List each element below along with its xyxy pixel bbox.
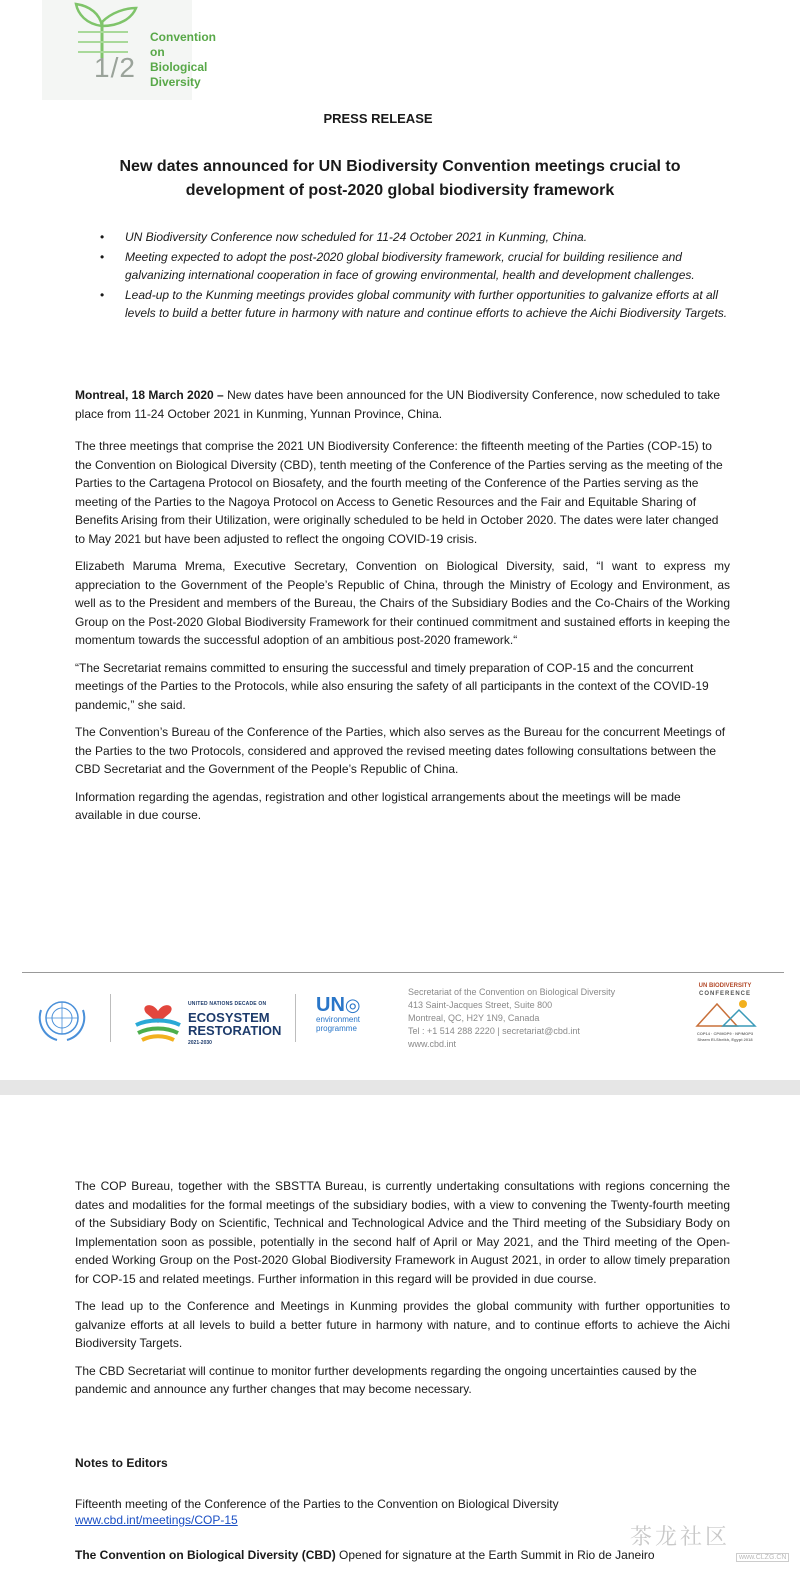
page-gap — [0, 1080, 800, 1095]
address-line: 413 Saint-Jacques Street, Suite 800 — [408, 1000, 553, 1010]
bullet-text: Meeting expected to adopt the post-2020 global biodiversity framework, crucial for building resilience and galvanizing international cooperation in face of growing environmental, health and development challenges. — [125, 249, 695, 282]
paragraph: “The Secretariat remains committed to ensuring the successful and timely preparation of COP-15 and the concurrent meetings of the Parties to the Protocols, while also ensuring the safety of all participants in the context of the COVID-19 pandemic,” she said. — [75, 660, 709, 712]
cbd-logo-line2: Biological Diversity — [150, 60, 208, 89]
cop-line2: CONFERENCE — [698, 991, 751, 997]
dateline: Montreal, 18 March 2020 – — [75, 388, 224, 402]
footer-divider — [22, 972, 784, 973]
eco-line1: UNITED NATIONS DECADE ON — [188, 1001, 267, 1007]
paragraph: The three meetings that comprise the 2021 UN Biodiversity Conference: the fifteenth meeting of the Parties (COP-15) to the Convention on Biological Diversity (CBD), tenth meeting of the Conference of the Parties serving as the meeting of the Parties to the Cartagena Protocol on Biosafety, and the fourth meeting of the Conference of the Parties serving as the meeting of the Parties to the Nagoya Protocol on Access to Genetic Resources and the Fair and Equitable Sharing of Benefits Arising from their Utilization, were originally scheduled to be held in October 2020. The dates were later changed to May 2021 but have been adjusted to reflect the ongoing COVID-19 crisis. — [75, 439, 723, 546]
paragraph: Elizabeth Maruma Mrema, Executive Secretary, Convention on Biological Diversity, said, “I want to express my appreciation to the Government of the People’s Republic of China, through the Ministry of Ecology and Environment, as well as to the President and members of the Bureau, the Chairs of the Subsidiary Bodies and the Co-Chairs of the Working Group on the Post-2020 Global Biodiversity Framework for their continued commitment and sustained efforts in keeping the momentum towards the successful adoption of an ambitious post-2020 framework.“ — [75, 559, 730, 647]
bullet-icon: • — [100, 249, 105, 264]
cop-line3: COP14 · CP/MOP9 · NP/MOP3 — [696, 1031, 754, 1036]
list-item — [100, 228, 732, 247]
bullet-icon: • — [100, 287, 105, 302]
address-line: Tel : +1 514 288 2220 | secretariat@cbd.int — [408, 1026, 580, 1036]
press-release-label: PRESS RELEASE — [323, 111, 433, 126]
list-item — [100, 286, 732, 323]
secretariat-address — [408, 986, 615, 1051]
address-line: Montreal, QC, H2Y 1N9, Canada — [408, 1013, 540, 1023]
bullet-text: Lead-up to the Kunming meetings provides global community with further opportunities to galvanize efforts at all levels to build a better future in harmony with nature and continue efforts to achieve the Aichi Biodiversity Targets. — [125, 287, 728, 320]
eco-line4: 2021-2030 — [188, 1040, 212, 1046]
bullet-icon: • — [100, 230, 105, 244]
pyramid-icon — [693, 998, 757, 1028]
address-line: Secretariat of the Convention on Biological Diversity — [408, 987, 616, 997]
cbd-logo-line1: Convention on — [150, 30, 216, 59]
cop-line4: Sharm El-Sheikh, Egypt 2018 — [697, 1037, 753, 1042]
footer-separator — [295, 994, 296, 1042]
key-points-list — [100, 228, 732, 324]
ecosystem-restoration-text — [188, 998, 281, 1050]
cbd-description-rest: Opened for signature at the Earth Summit in Rio de Janeiro — [335, 1548, 655, 1562]
unep-line2: environment — [316, 1015, 361, 1024]
unep-line3: programme — [316, 1024, 357, 1033]
body-text-page1 — [75, 386, 730, 834]
cop-line1: UN BIODIVERSITY — [698, 983, 752, 989]
headline: New dates announced for UN Biodiversity Convention meetings crucial to development of post-2020 global biodiversity framework — [119, 158, 681, 199]
paragraph: The lead up to the Conference and Meetings in Kunming provides the global community with further opportunities to galvanize efforts at all levels to build a better future in harmony with nature, and to continue efforts to achieve the Aichi Biodiversity Targets. — [75, 1299, 730, 1350]
cbd-logo-text — [150, 30, 216, 90]
cbd-logo — [42, 0, 216, 100]
eco-line2: ECOSYSTEM — [188, 1010, 270, 1025]
list-item — [100, 248, 732, 285]
paragraph — [75, 386, 730, 423]
cbd-bold-name: The Convention on Biological Diversity (CBD) — [75, 1548, 336, 1562]
page-indicator: 1/2 — [94, 52, 136, 83]
notes-text: Fifteenth meeting of the Conference of the Parties to the Convention on Biological Diversity — [75, 1497, 559, 1511]
watermark-url: www.CLZG.CN — [736, 1553, 789, 1562]
cop-conference-logo — [690, 982, 760, 1043]
eco-line3: RESTORATION — [188, 1023, 282, 1038]
notes-to-editors-heading: Notes to Editors — [75, 1456, 168, 1470]
un-emblem-icon — [33, 992, 91, 1044]
paragraph: Information regarding the agendas, registration and other logistical arrangements about the meetings will be made available in due course. — [75, 789, 681, 822]
address-line: www.cbd.int — [408, 1039, 457, 1049]
footer-separator — [110, 994, 111, 1042]
paragraph: The Convention’s Bureau of the Conference of the Parties, which also serves as the Bureau for the concurrent Meetings of the Parties to the two Protocols, considered and approved the revised meeting dates following consultations between the CBD Secretariat and the Government of the People’s Republic of China. — [75, 725, 726, 776]
ecosystem-restoration-icon — [132, 993, 184, 1043]
unep-un-text: UN — [316, 994, 345, 1016]
paragraph: The CBD Secretariat will continue to monitor further developments regarding the ongoing uncertainties caused by the pandemic and announce any further changes that may become necessary. — [75, 1363, 697, 1396]
bullet-text: UN Biodiversity Conference now scheduled for 11-24 October 2021 in Kunming, China. — [125, 230, 588, 244]
cbd-description-line — [75, 1548, 655, 1562]
body-text-page2 — [75, 1177, 730, 1408]
unep-logo — [316, 995, 361, 1033]
watermark-text: 茶龙社区 — [630, 1525, 731, 1550]
cop15-link[interactable]: www.cbd.int/meetings/COP-15 — [75, 1513, 238, 1527]
globe-icon: ◎ — [344, 995, 361, 1015]
paragraph: The COP Bureau, together with the SBSTTA Bureau, is currently undertaking consultations with regions concerning the dates and modalities for the formal meetings of the subsidiary bodies, with a view to convening the Twenty-fourth meeting of the Subsidiary Body on Scientific, Technical and Technological Advice and the Third meeting of the Subsidiary Body on Implementation soon as possible, potentially in the second half of April or May 2021, and the Third meeting of the Open-ended Working Group on the Post-2020 Global Biodiversity Framework in August 2021, in order to allow timely preparation for COP-15 and related meetings. Further information in this regard will be provided in due course. — [75, 1179, 730, 1286]
paragraph-text: New dates have been announced for the UN Biodiversity Conference, now scheduled to take place from 11-24 October 2021 in Kunming, Yunnan Province, China. — [75, 388, 721, 421]
